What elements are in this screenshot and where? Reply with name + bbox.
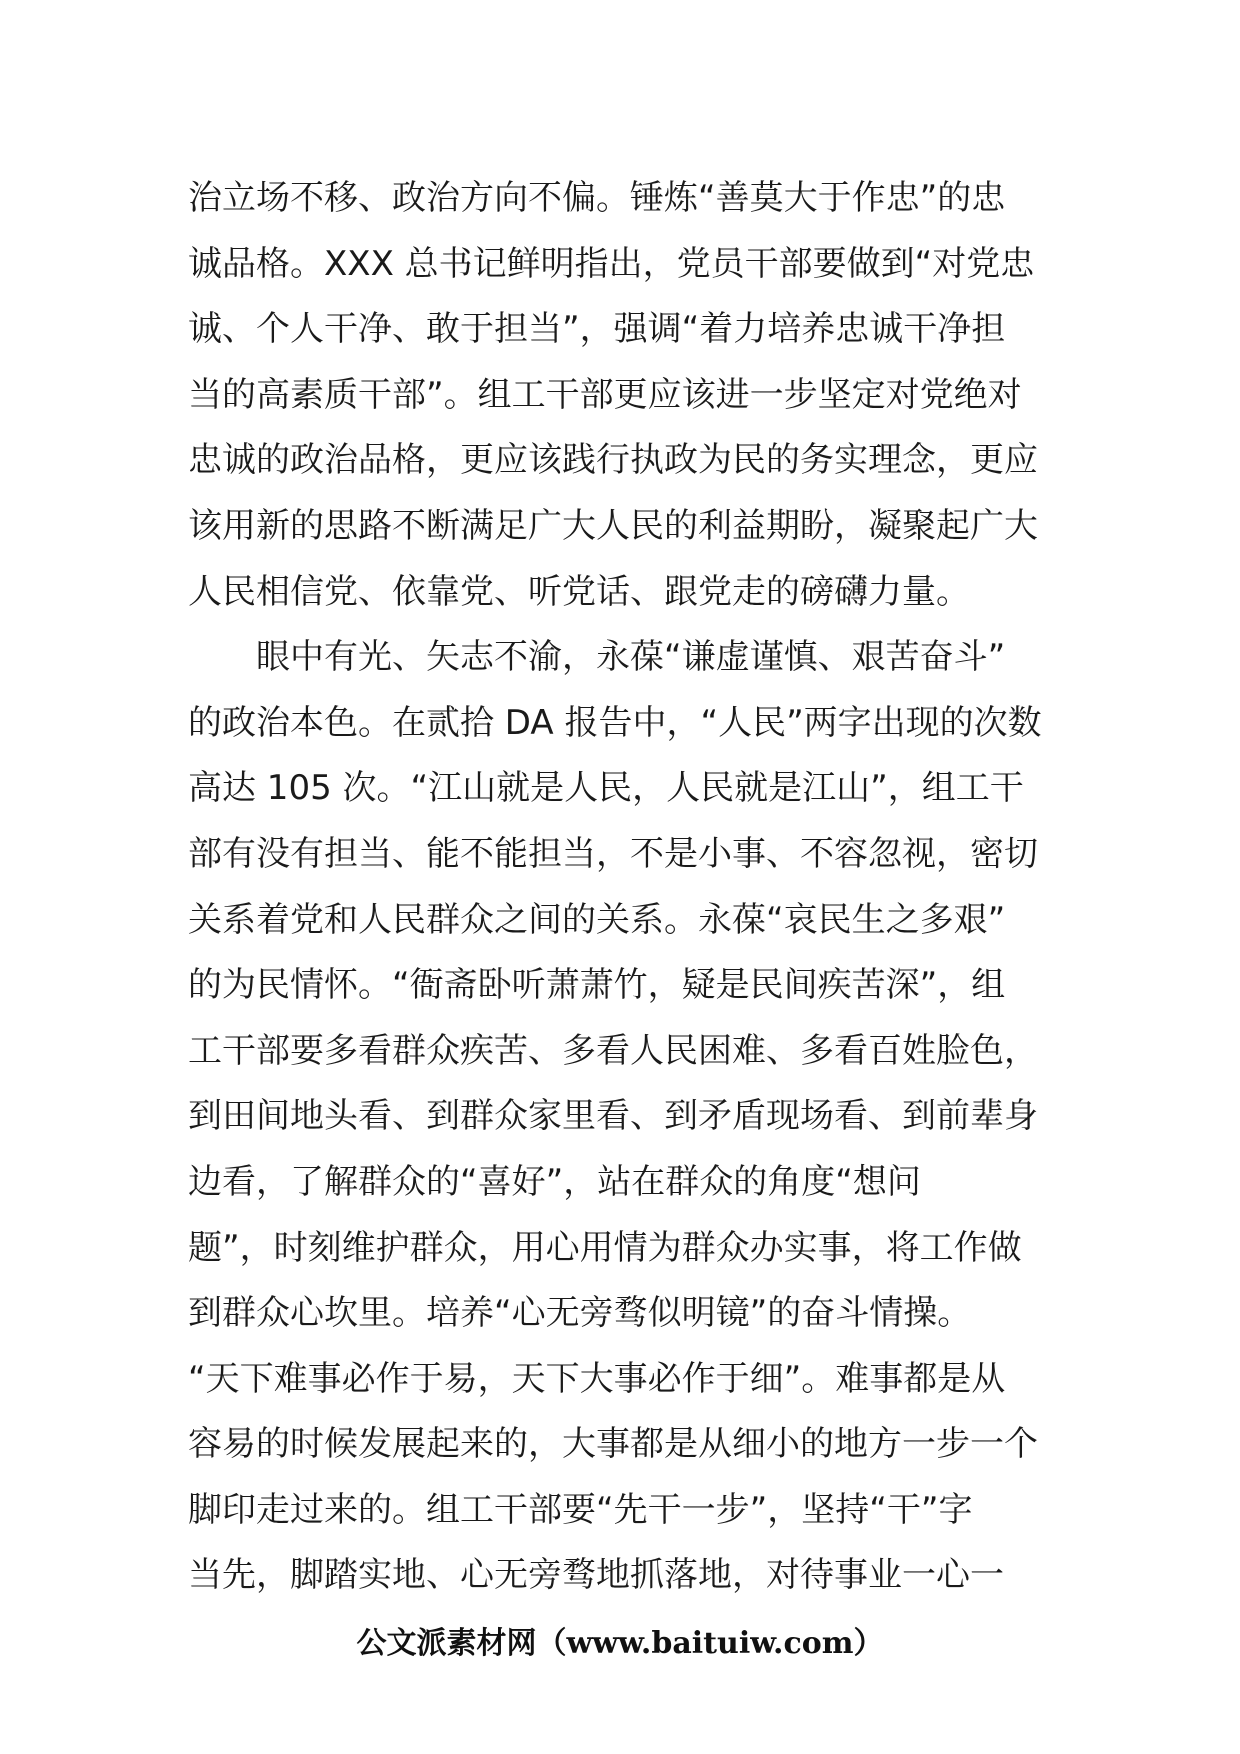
text-line: 高达 105 次。“江山就是人民，人民就是江山”，组工干 — [188, 768, 1024, 809]
body-text — [188, 166, 1056, 1609]
text-line: 脚印走过来的。组工干部要“先干一步”，坚持“干”字 — [188, 1489, 973, 1530]
text-line: 诚、个人干净、敢于担当”，强调“着力培养忠诚干净担 — [188, 309, 1006, 350]
text-line: 当的高素质干部”。组工干部更应该进一步坚定对党绝对 — [188, 374, 1022, 415]
text-line: 忠诚的政治品格，更应该践行执政为民的务实理念，更应 — [188, 440, 1038, 481]
text-line: 到田间地头看、到群众家里看、到矛盾现场看、到前辈身 — [188, 1096, 1038, 1137]
text-line: 人民相信党、依靠党、听党话、跟党走的磅礴力量。 — [188, 571, 970, 612]
page-footer: 公文派素材网（www.baituiw.com） — [356, 1626, 884, 1661]
text-line: 关系着党和人民群众之间的关系。永葆“哀民生之多艰” — [188, 899, 1006, 940]
text-line: 的为民情怀。“衙斋卧听萧萧竹，疑是民间疾苦深”，组 — [188, 965, 1006, 1006]
text-line: 的政治本色。在贰拾 DA 报告中，“人民”两字出现的次数 — [188, 702, 1042, 743]
text-line: 眼中有光、矢志不渝，永葆“谦虚谨慎、艰苦奋斗” — [188, 637, 1006, 678]
text-line: 到群众心坎里。培养“心无旁骛似明镜”的奋斗情操。 — [188, 1293, 972, 1334]
text-line: 边看，了解群众的“喜好”，站在群众的角度“想问 — [188, 1161, 921, 1202]
text-line: 诚品格。XXX 总书记鲜明指出，党员干部要做到“对党忠 — [188, 243, 1035, 284]
text-line: 治立场不移、政治方向不偏。锤炼“善莫大于作忠”的忠 — [188, 178, 1006, 218]
text-line: “天下难事必作于易，天下大事必作于细”。难事都是从 — [188, 1358, 1006, 1399]
text-line: 工干部要多看群众疾苦、多看人民困难、多看百姓脸色， — [188, 1030, 1038, 1071]
text-line: 容易的时候发展起来的，大事都是从细小的地方一步一个 — [188, 1424, 1038, 1465]
text-line: 题”，时刻维护群众，用心用情为群众办实事，将工作做 — [188, 1227, 1022, 1268]
text-line: 该用新的思路不断满足广大人民的利益期盼，凝聚起广大 — [188, 505, 1038, 546]
text-line: 部有没有担当、能不能担当，不是小事、不容忽视，密切 — [188, 833, 1038, 874]
text-line: 当先，脚踏实地、心无旁骛地抓落地，对待事业一心一 — [188, 1555, 1004, 1596]
